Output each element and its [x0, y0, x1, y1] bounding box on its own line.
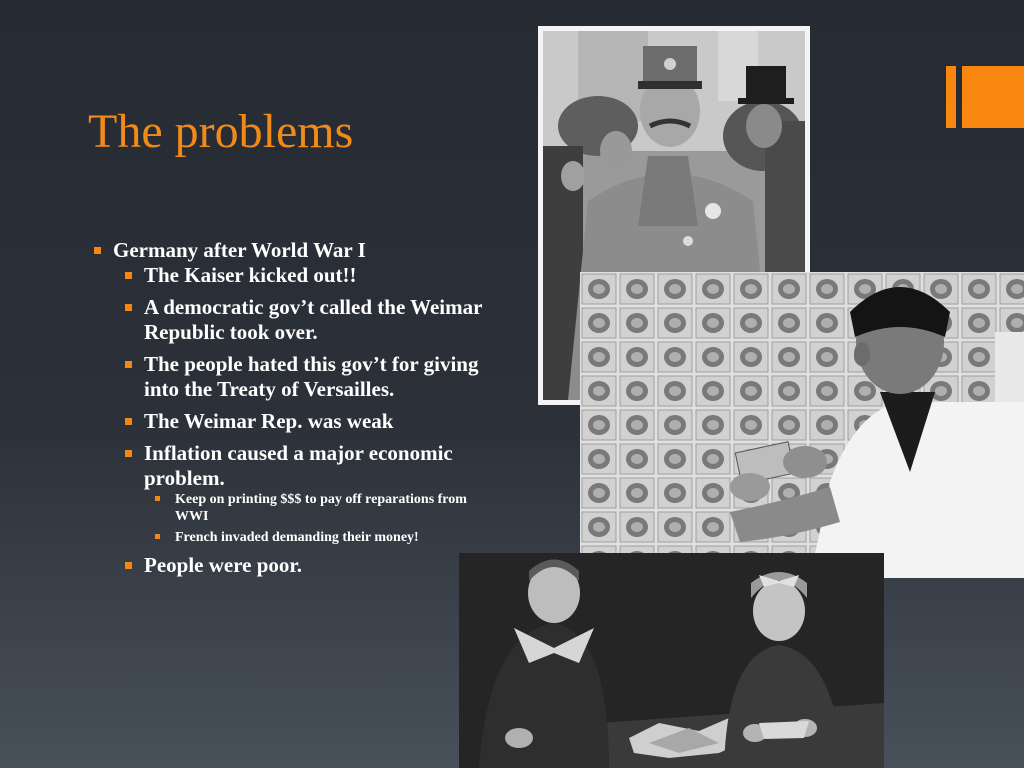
bullet-text: Inflation caused a major economic problem. — [144, 441, 453, 490]
bullet-item-level2 — [125, 295, 484, 345]
square-bullet-icon — [125, 361, 132, 368]
bullet-text: The Kaiser kicked out!! — [144, 263, 357, 287]
slide-title: The problems — [88, 105, 354, 158]
bullet-list — [94, 238, 484, 585]
bullet-item-level3 — [155, 491, 484, 525]
bullet-text: A democratic gov’t called the Weimar Republic took over. — [144, 295, 483, 344]
square-bullet-icon — [125, 272, 132, 279]
bullet-item-level2 — [125, 553, 484, 578]
bullet-text: French invaded demanding their money! — [175, 530, 419, 545]
bullet-text: People were poor. — [144, 553, 303, 577]
children-photo — [459, 553, 884, 768]
banknote-wallpaper-photo — [580, 272, 1024, 578]
accent-bar-thick — [962, 66, 1024, 128]
bullet-text: The people hated this gov’t for giving into the Treaty of Versailles. — [144, 352, 479, 401]
bullet-item-level2 — [125, 263, 484, 288]
square-bullet-icon — [155, 534, 160, 539]
accent-bar-thin — [946, 66, 956, 128]
bullet-text: Germany after World War I — [113, 238, 366, 262]
bullet-item-level2 — [125, 441, 484, 546]
bullet-item-level1 — [94, 238, 484, 578]
square-bullet-icon — [125, 304, 132, 311]
bullet-item-level2 — [125, 409, 484, 434]
square-bullet-icon — [94, 247, 101, 254]
square-bullet-icon — [155, 496, 160, 501]
bullet-text: The Weimar Rep. was weak — [144, 409, 394, 433]
bullet-text: Keep on printing $$$ to pay off reparations from WWI — [175, 492, 467, 524]
bullet-item-level2 — [125, 352, 484, 402]
square-bullet-icon — [125, 418, 132, 425]
square-bullet-icon — [125, 562, 132, 569]
square-bullet-icon — [125, 450, 132, 457]
bullet-item-level3 — [155, 529, 484, 546]
